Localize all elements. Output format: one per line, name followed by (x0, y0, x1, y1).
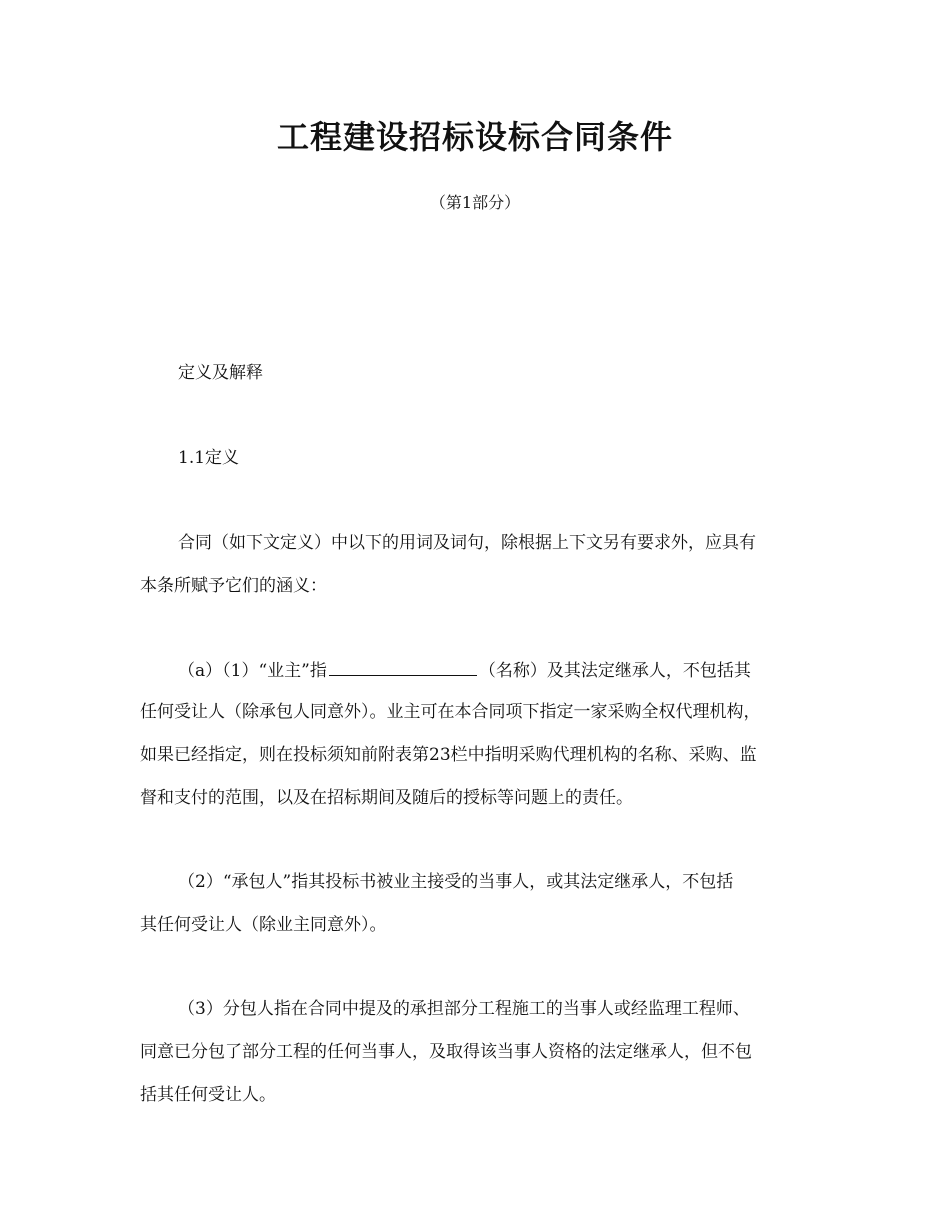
clause-a3-line-2: 同意已分包了部分工程的任何当事人，及取得该当事人资格的法定继承人，但不包 (140, 1042, 752, 1062)
clause-a3-line-3: 括其任何受让人。 (140, 1085, 276, 1105)
clause-number: 1.1定义 (178, 448, 240, 468)
document-subtitle: （第1部分） (429, 193, 521, 212)
clause-a1-line-1-before: （a）（1）“业主”指 (178, 661, 327, 681)
intro-line-2: 本条所赋予它们的涵义： (140, 576, 327, 596)
intro-line-1: 合同（如下文定义）中以下的用词及词句，除根据上下文另有要求外，应具有 (178, 533, 756, 553)
section-heading: 定义及解释 (178, 363, 263, 383)
clause-a1-line-3: 如果已经指定，则在投标须知前附表第23栏中指明采购代理机构的名称、采购、监 (140, 745, 757, 765)
clause-a1-line-2: 任何受让人（除承包人同意外）。业主可在本合同项下指定一家采购全权代理机构， (140, 702, 761, 722)
owner-name-blank (329, 658, 477, 676)
clause-a2-line-1: （2）“承包人”指其投标书被业主接受的当事人，或其法定继承人，不包括 (178, 872, 734, 892)
clause-a1-line-4: 督和支付的范围，以及在招标期间及随后的授标等问题上的责任。 (140, 788, 633, 808)
clause-a3-line-1: （3）分包人指在合同中提及的承担部分工程施工的当事人或经监理工程师、 (178, 999, 750, 1019)
document-title: 工程建设招标设标合同条件 (276, 118, 673, 156)
clause-a1-line-1-after: （名称）及其法定继承人，不包括其 (478, 661, 751, 681)
clause-a2-line-2: 其任何受让人（除业主同意外）。 (140, 915, 387, 935)
clause-a1-line-1 (178, 658, 751, 682)
